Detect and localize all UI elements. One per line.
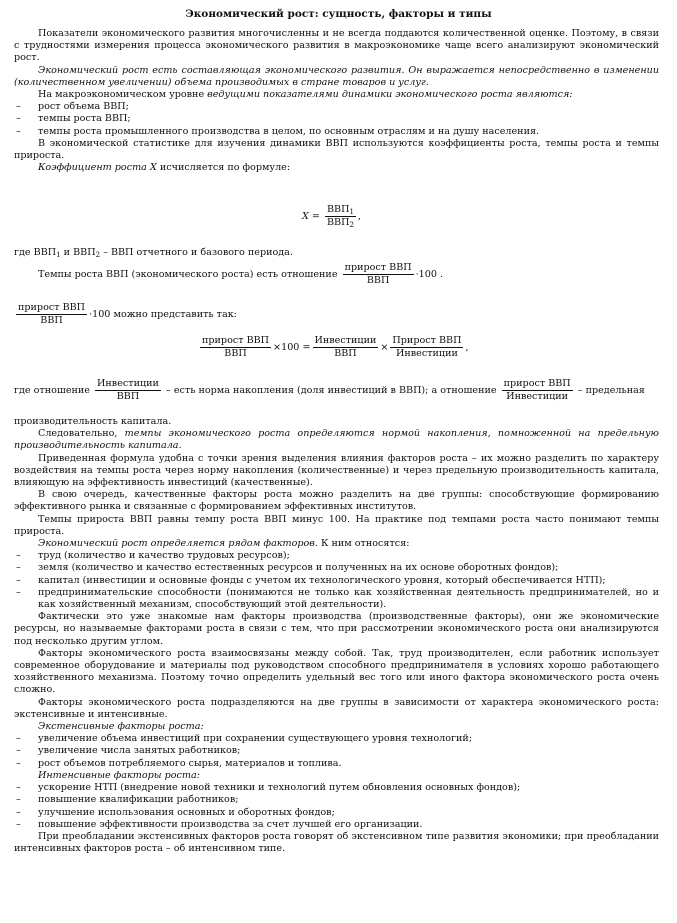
growth-coefficient-formula: X = $\frac{ВВП_1}{ВВП_2}$ ,	[302, 204, 361, 229]
list-item-factor: – предпринимательские способности (понимаются не только как хозяйственная деятельность предпринимателей, но и как хозяйственный механизм, способствующий этой деятельности).	[14, 587, 659, 611]
list-item-intensive: – повышение эффективности производства за счет лучшей его организации.	[14, 819, 659, 831]
list-item-extensive: – увеличение числа занятых работников;	[14, 745, 659, 757]
list-item-factor: – труд (количество и качество трудовых ресурсов);	[14, 550, 659, 562]
list-item-intensive: – ускорение НТП (внедрение новой техники и технологий путем обновления основных фондов);	[14, 782, 659, 794]
decomposition-formula: $\frac{\text{прирост ВВП}}{\text{ВВП}}$ ×100 = $\frac{\text{Инвестиции}}{\text{ВВП}}$ × $\frac{\text{Прирост ВВП}}{\text{Инвестиции}}$ ,	[202, 335, 469, 359]
fraction: $\frac{\text{прирост ВВП}}{\text{ВВП}}$	[344, 262, 412, 286]
fraction: $\frac{\text{прирост ВВП}}{\text{ВВП}}$	[18, 302, 86, 326]
fraction: $\frac{\text{прирост ВВП}}{\text{Инвестиции}}$	[503, 378, 571, 402]
extensive-title: Экстенсивные факторы роста:	[38, 721, 204, 733]
formula-convenient-paragraph: Приведенная формула удобна с точки зрения выделения влияния факторов роста – их можно разделить по характеру воздействия на темпы роста через норму накопления (количественные) и через предельную производительность капитала, влияющую на эффективность инвестиций (качественные).	[14, 452, 659, 489]
represent-line: $\frac{\text{прирост ВВП}}{\text{ВВП}}$ ·100 можно представить так:	[18, 302, 237, 326]
indicators-intro: На макроэкономическом уровне ведущими показателями динамики экономического роста являются:	[38, 89, 573, 101]
list-item-indicator: – рост объема ВВП;	[14, 101, 659, 113]
list-item-factor: – земля (количество и качество естественных ресурсов и полученных на их основе оборотных фондов);	[14, 562, 659, 574]
consequently-paragraph: Следовательно, темпы экономического роста определяются нормой накопления, помноженной на предельную производительность капитала.	[14, 428, 659, 452]
list-item-extensive: – рост объемов потребляемого сырья, материалов и топлива.	[14, 758, 659, 770]
increase-rates-paragraph: Темпы прироста ВВП равны темпу роста ВВП минус 100. На практике под темпами роста часто понимают темпы прироста.	[14, 513, 659, 537]
intro-paragraph: Показатели экономического развития многочисленны и не всегда поддаются количественной оценке. Поэтому, в связи с трудностями измерения процесса экономического развития в макроэкономике чаще всего анализируют экономический рост.	[14, 28, 659, 64]
definition-paragraph: Экономический рост есть составляющая экономического развития. Он выражается непосредственно в изменении (количественном увеличении) объема производимых в стране товаров и услуг.	[14, 64, 659, 88]
where-gdp-line: где $ВВП_1$ и $ВВП_2$ – ВВП отчетного и базового периода.	[14, 247, 293, 259]
stats-paragraph: В экономической статистике для изучения динамики ВВП используются коэффициенты роста, темпы роста и темпы прироста.	[14, 137, 659, 162]
where-ratio-continuation: производительность капитала.	[14, 416, 172, 427]
list-item-factor: – капитал (инвестиции и основные фонды с учетом их технологического уровня, который обеспечивается НТП);	[14, 575, 659, 587]
document-title: Экономический рост: сущность, факторы и типы	[185, 8, 492, 20]
conclusion-paragraph: При преобладании экстенсивных факторов роста говорят об экстенсивном типе развития экономики; при преобладании интенсивных факторов роста – об интенсивном типе.	[14, 830, 659, 855]
intensive-title: Интенсивные факторы роста:	[38, 769, 200, 781]
fraction: $\frac{\text{Инвестиции}}{\text{ВВП}}$	[314, 335, 377, 359]
coefficient-paragraph: Коэффициент роста X исчисляется по формуле:	[38, 162, 291, 174]
factors-intro: Экономический рост определяется рядом факторов. К ним относятся:	[38, 538, 410, 550]
list-item-intensive: – повышение квалификации работников;	[14, 794, 659, 806]
list-item-intensive: – улучшение использования основных и оборотных фондов;	[14, 807, 659, 819]
where-ratio-line: где отношение $\frac{\text{Инвестиции}}{\text{ВВП}}$ – есть норма накопления (доля инвестиций в ВВП); а отношение $\frac{\text{прирост ВВП}}{\text{Инвестиции}}$ – предельная	[14, 378, 645, 402]
fraction: $\frac{\text{Прирост ВВП}}{\text{Инвестиции}}$	[392, 335, 462, 359]
list-item-extensive: – увеличение объема инвестиций при сохранении существующего уровня технологий;	[14, 733, 659, 745]
fraction: $\frac{\text{прирост ВВП}}{\text{ВВП}}$	[202, 335, 270, 359]
interrelated-paragraph: Факторы экономического роста взаимосвязаны между собой. Так, труд производителен, если работник использует современное оборудование и материалы под руководством способного предпринимателя в условиях хорошо работающего хозяйственного механизма. Поэтому точно определить удельный вес того или иного фактора экономического роста очень сложно.	[14, 647, 659, 696]
list-item-indicator: – темпы роста ВВП;	[14, 113, 659, 125]
intro-section	[14, 28, 659, 174]
growth-rate-line: Темпы роста ВВП (экономического роста) есть отношение $\frac{\text{прирост ВВП}}{\text{ВВП}}$ ·100 .	[38, 262, 444, 286]
two-groups-paragraph: Факторы экономического роста подразделяются на две группы в зависимости от характера экономического роста: экстенсивные и интенсивные.	[14, 696, 659, 720]
same-factors-paragraph: Фактически это уже знакомые нам факторы производства (производственные факторы), они же экономические ресурсы, но называемые факторами роста в связи с тем, что при рассмотрении экономического роста они анализируются под несколько другим углом.	[14, 611, 659, 647]
fraction: $\frac{\text{Инвестиции}}{\text{ВВП}}$	[97, 378, 159, 402]
list-item-indicator: – темпы роста промышленного производства в целом, по основным отраслям и на душу населения.	[14, 126, 659, 138]
qualitative-paragraph: В свою очередь, качественные факторы роста можно разделить на две группы: способствующие формированию эффективного рынка и связанные с формированием эффективных институтов.	[14, 489, 659, 513]
fraction: $\frac{ВВП_1}{ВВП_2}$	[326, 204, 354, 229]
factors-section	[14, 416, 659, 855]
